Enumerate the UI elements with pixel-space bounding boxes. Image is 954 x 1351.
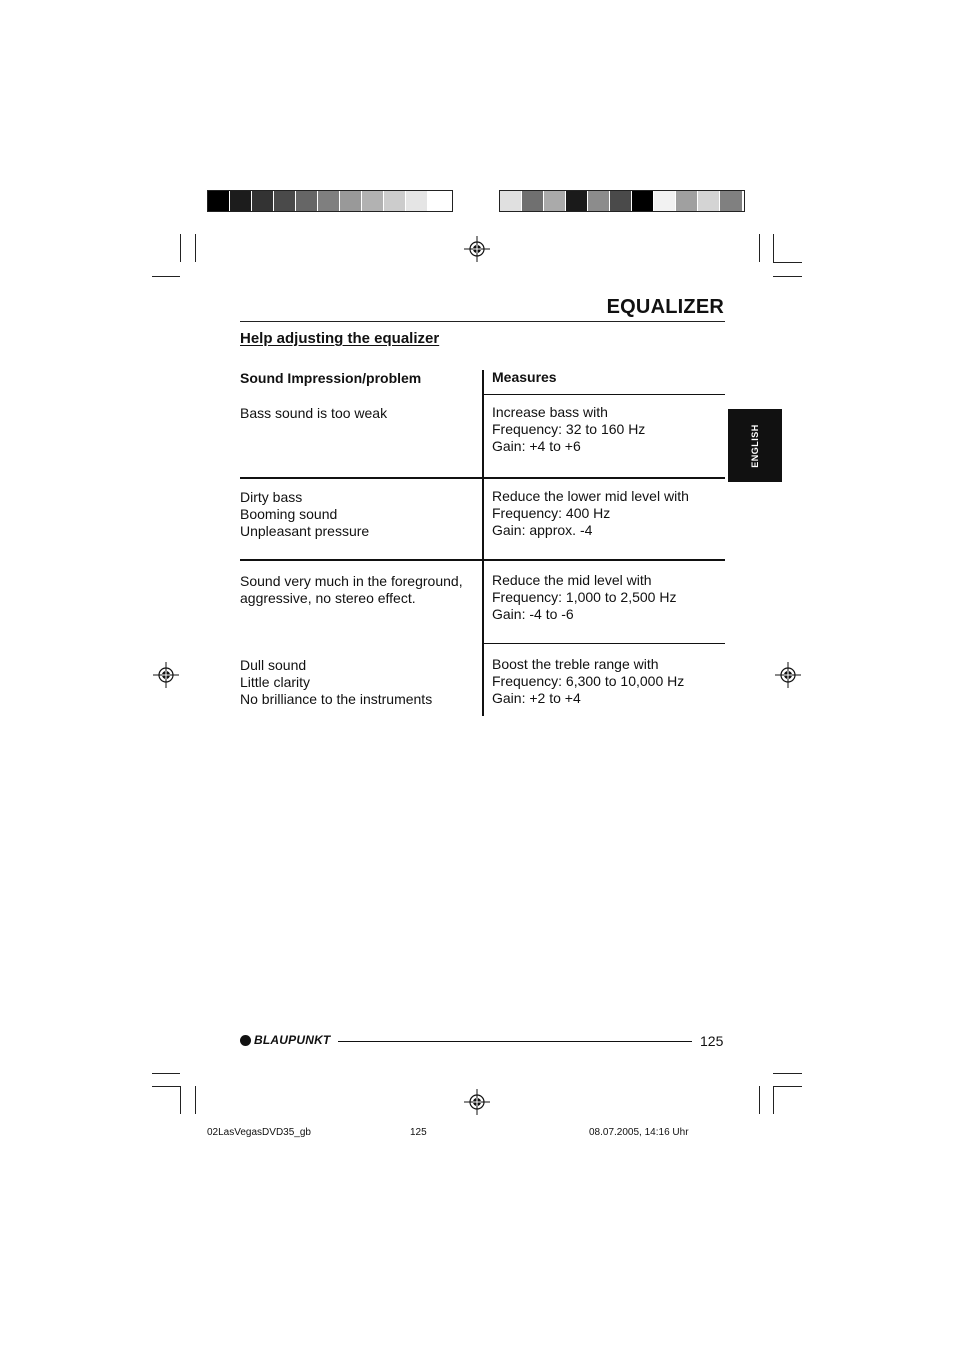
crop-mark	[773, 1086, 802, 1087]
language-tab	[728, 409, 782, 482]
color-swatch	[208, 191, 230, 211]
measure-line: Gain: -4 to -6	[492, 606, 574, 622]
problem-line: Little clarity	[240, 674, 311, 690]
crop-mark	[759, 1086, 760, 1114]
problem-line: aggressive, no stereo effect.	[240, 590, 416, 606]
header-problem: Sound Impression/problem	[240, 370, 422, 386]
measure-line: Reduce the mid level with	[492, 572, 652, 588]
color-swatch	[318, 191, 340, 211]
logo-dot-icon	[240, 1035, 251, 1046]
measure-line: Reduce the lower mid level with	[492, 488, 689, 504]
problem-line: Bass sound is too weak	[240, 405, 388, 421]
crop-mark	[195, 1086, 196, 1114]
crop-mark	[180, 1086, 181, 1114]
registration-mark-icon	[774, 661, 802, 689]
column-separator	[482, 370, 484, 716]
color-swatch	[588, 191, 610, 211]
color-swatch	[654, 191, 676, 211]
measure-line: Gain: +2 to +4	[492, 690, 581, 706]
registration-mark-icon	[152, 661, 180, 689]
brand-name: BLAUPUNKT	[254, 1033, 331, 1047]
calibration-bar-right	[499, 190, 745, 212]
header-rule	[482, 394, 725, 395]
measure-line: Frequency: 32 to 160 Hz	[492, 421, 646, 437]
calibration-bar-left	[207, 190, 453, 212]
problem-line: Dirty bass	[240, 489, 303, 505]
registration-mark-icon	[463, 235, 491, 263]
color-swatch	[500, 191, 522, 211]
page-number: 125	[700, 1033, 724, 1049]
problem-line: Dull sound	[240, 657, 307, 673]
title-rule	[240, 321, 725, 322]
measure-line: Frequency: 1,000 to 2,500 Hz	[492, 589, 677, 605]
color-swatch	[698, 191, 720, 211]
crop-mark	[759, 234, 760, 262]
color-swatch	[362, 191, 384, 211]
header-measures: Measures	[492, 369, 557, 385]
file-name: 02LasVegasDVD35_gb	[207, 1127, 311, 1138]
problem-line: Booming sound	[240, 506, 338, 522]
color-swatch	[296, 191, 318, 211]
section-subtitle: Help adjusting the equalizer	[240, 330, 440, 347]
row-rule	[482, 643, 725, 644]
color-swatch	[676, 191, 698, 211]
measure-line: Gain: +4 to +6	[492, 438, 581, 454]
language-tab-label: ENGLISH	[750, 423, 760, 468]
color-swatch	[340, 191, 362, 211]
crop-mark	[152, 276, 180, 277]
footer-rule	[338, 1041, 692, 1042]
file-page: 125	[410, 1127, 427, 1138]
crop-mark	[773, 1073, 802, 1074]
measure-line: Frequency: 6,300 to 10,000 Hz	[492, 673, 685, 689]
timestamp: 08.07.2005, 14:16 Uhr	[589, 1127, 689, 1138]
color-swatch	[720, 191, 742, 211]
crop-mark	[195, 234, 196, 262]
brand-logo	[240, 1033, 330, 1047]
problem-line: Unpleasant pressure	[240, 523, 370, 539]
color-swatch	[544, 191, 566, 211]
color-swatch	[632, 191, 654, 211]
color-swatch	[252, 191, 274, 211]
registration-mark-icon	[463, 1088, 491, 1116]
color-swatch	[610, 191, 632, 211]
crop-mark	[180, 234, 181, 262]
crop-mark	[152, 1086, 180, 1087]
problem-line: Sound very much in the foreground,	[240, 573, 463, 589]
color-swatch	[274, 191, 296, 211]
color-swatch	[230, 191, 252, 211]
row-rule	[240, 559, 725, 561]
page-title: EQUALIZER	[606, 296, 724, 318]
color-swatch	[384, 191, 406, 211]
color-swatch	[406, 191, 428, 211]
crop-mark	[773, 276, 802, 277]
row-rule	[240, 477, 725, 479]
measure-line: Boost the treble range with	[492, 656, 659, 672]
crop-mark	[773, 234, 774, 262]
color-swatch	[522, 191, 544, 211]
color-swatch	[566, 191, 588, 211]
measure-line: Frequency: 400 Hz	[492, 505, 611, 521]
measure-line: Gain: approx. -4	[492, 522, 593, 538]
color-swatch	[428, 191, 450, 211]
crop-mark	[773, 1086, 774, 1114]
problem-line: No brilliance to the instruments	[240, 691, 433, 707]
crop-mark	[773, 262, 802, 263]
crop-mark	[152, 1073, 180, 1074]
measure-line: Increase bass with	[492, 404, 608, 420]
